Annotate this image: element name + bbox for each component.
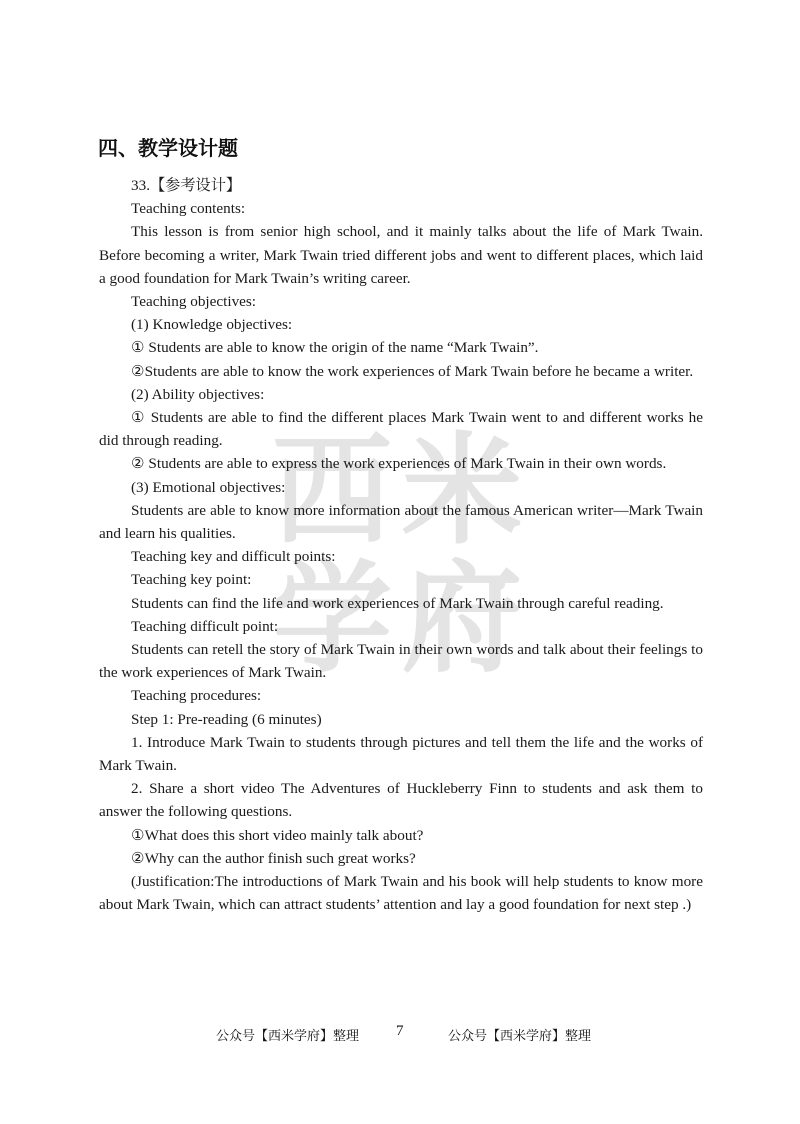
heading-teaching-objectives: Teaching objectives: bbox=[131, 293, 257, 311]
footer-left-text: 公众号【西米学府】整理 bbox=[216, 1029, 360, 1044]
section-title: 四、教学设计题 bbox=[98, 136, 238, 160]
list-item: 2. Share a short video The Adventures of Huckleberry Finn to students and ask them to answer the following questions. bbox=[99, 780, 703, 821]
watermark-char-2: 米 bbox=[402, 422, 522, 561]
paragraph-justification: (Justification:The introductions of Mark Twain and his book will help students to know more about Mark Twain, which can attract students’ attention and lay a good foundation for next step .) bbox=[99, 873, 703, 914]
list-item: ②Why can the author finish such great works? bbox=[131, 849, 416, 867]
paragraph-contents: This lesson is from senior high school, and it mainly talks about the life of Mark Twain. Before becoming a writer, Mark Twain tried different jobs and went to different places, which laid a good foundation for Mark Twain’s writing career. bbox=[99, 223, 703, 287]
footer-right-text: 公众号【西米学府】整理 bbox=[448, 1029, 592, 1044]
heading-knowledge-objectives: (1) Knowledge objectives: bbox=[131, 316, 293, 334]
document-body bbox=[99, 174, 703, 917]
watermark-char-3: 学 bbox=[272, 550, 392, 680]
list-item: ① Students are able to find the different places Mark Twain went to and different works he did through reading. bbox=[99, 409, 703, 450]
page-number: 7 bbox=[396, 1023, 404, 1039]
list-item: ① Students are able to know the origin of the name “Mark Twain”. bbox=[131, 339, 539, 357]
list-item: ①What does this short video mainly talk about? bbox=[131, 826, 424, 844]
heading-emotional-objectives: (3) Emotional objectives: bbox=[131, 478, 286, 496]
heading-ability-objectives: (2) Ability objectives: bbox=[131, 385, 265, 403]
heading-teaching-procedures: Teaching procedures: bbox=[131, 687, 262, 705]
paragraph-difficult-point: Students can retell the story of Mark Twain in their own words and talk about their feelings to the work experiences of Mark Twain. bbox=[99, 641, 703, 682]
heading-teaching-contents: Teaching contents: bbox=[131, 200, 246, 218]
heading-key-point: Teaching key point: bbox=[131, 571, 252, 589]
watermark-char-4: 府 bbox=[402, 550, 522, 680]
list-item: 1. Introduce Mark Twain to students through pictures and tell them the life and the works of Mark Twain. bbox=[99, 733, 703, 775]
paragraph-emotional: Students are able to know more information about the famous American writer—Mark Twain and learn his qualities. bbox=[99, 501, 703, 543]
heading-difficult-point: Teaching difficult point: bbox=[131, 617, 279, 635]
list-item: ②Students are able to know the work experiences of Mark Twain before he became a writer. bbox=[131, 362, 694, 380]
watermark-char-1: 西 bbox=[272, 422, 392, 561]
paragraph-key-point: Students can find the life and work experiences of Mark Twain through careful reading. bbox=[131, 594, 664, 612]
heading-step-1: Step 1: Pre-reading (6 minutes) bbox=[131, 710, 322, 728]
heading-key-difficult-points: Teaching key and difficult points: bbox=[131, 548, 336, 566]
question-label: 33.【参考设计】 bbox=[131, 177, 242, 194]
list-item: ② Students are able to express the work experiences of Mark Twain in their own words. bbox=[131, 455, 667, 473]
